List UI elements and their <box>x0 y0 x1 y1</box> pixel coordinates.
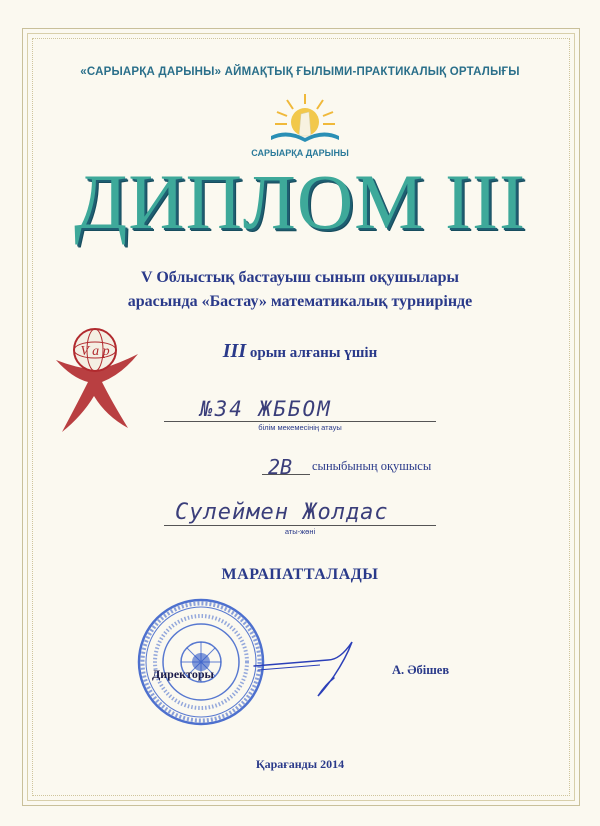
place-number: III <box>222 340 247 362</box>
logo-caption: САРЫАРҚА ДАРЫНЫ <box>251 148 349 158</box>
place-text: орын алғаны үшін <box>249 345 378 361</box>
official-stamp-icon <box>136 597 266 727</box>
sun-book-logo-icon <box>265 92 345 150</box>
emblem-lettering: V a p <box>80 344 110 359</box>
tournament-line-2: арасында «Бастау» математикалық турнирінде <box>127 293 473 310</box>
school-caption: білім мекемесінің атауы <box>258 423 342 432</box>
director-label: Директоры <box>152 667 214 681</box>
signer-name: А. Әбішев <box>392 663 450 677</box>
class-handwritten: 2В <box>268 455 293 479</box>
place-line <box>0 340 600 363</box>
school-name-handwritten: №34 ЖББОМ <box>200 397 332 421</box>
class-underline <box>262 474 310 475</box>
diploma-title: ДИПЛОМ III <box>74 158 526 245</box>
tournament-line-1: V Облыстық бастауыш сынып оқушылары <box>141 269 459 286</box>
handwritten-signature-icon <box>250 630 370 700</box>
place-and-year: Қарағанды 2014 <box>255 757 345 771</box>
award-text: МАРАПАТТАЛАДЫ <box>221 566 379 583</box>
student-name-handwritten: Сулеймен Жолдас <box>175 500 389 525</box>
name-caption: аты-жөні <box>284 527 316 536</box>
class-label: сыныбының оқушысы <box>312 459 432 473</box>
name-underline <box>164 525 436 526</box>
school-underline <box>164 421 436 422</box>
organization-header: «САРЫАРҚА ДАРЫНЫ» АЙМАҚТЫҚ ҒЫЛЫМИ-ПРАКТИКАЛЫҚ ОРТАЛЫҒЫ <box>80 66 520 78</box>
tournament-emblem-icon <box>48 320 140 440</box>
